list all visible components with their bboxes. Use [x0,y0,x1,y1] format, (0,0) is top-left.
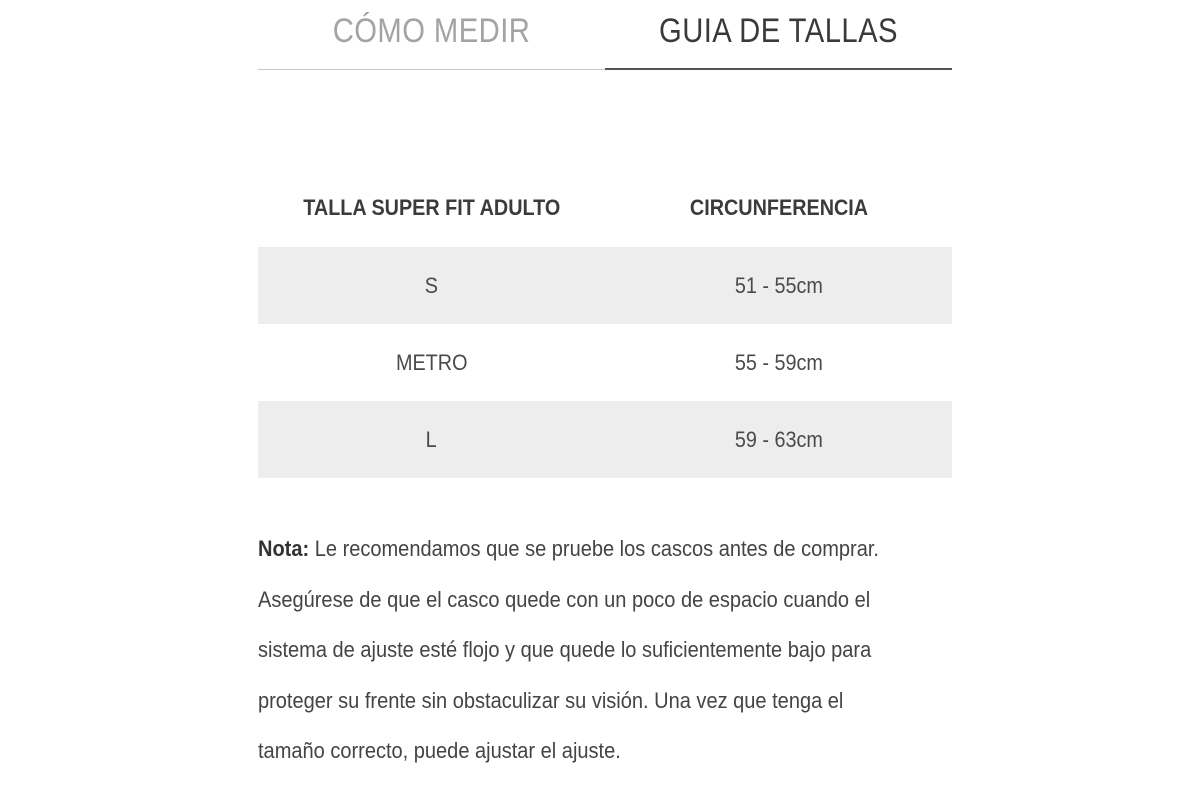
cell-size: L [258,401,605,478]
cell-circumference: 55 - 59cm [734,349,823,375]
note-line: Le recomendamos que se pruebe los cascos antes de comprar. [314,536,879,561]
table-row [258,401,952,478]
cell-size: S [258,247,605,324]
note-line: Asegúrese de que el casco quede con un poco de espacio cuando el [258,586,871,612]
note-label: Nota: [258,536,310,561]
tab-guia-de-tallas-label: GUIA DE TALLAS [659,12,898,50]
note-line: sistema de ajuste esté flojo y que quede lo suficientemente bajo para [258,637,872,662]
table-row [258,324,952,401]
size-guide-panel [258,0,952,777]
tab-bar [258,0,952,70]
tab-como-medir-label: CÓMO MEDIR [332,12,531,50]
cell-size: METRO [395,349,468,375]
note-paragraph [258,524,958,777]
tab-guia-de-tallas[interactable] [605,0,952,70]
cell-circumference: 51 - 55cm [605,247,952,324]
note-line: tamaño correcto, puede ajustar el ajuste. [258,738,621,763]
table-header-row [258,158,952,247]
column-header-size: TALLA SUPER FIT ADULTO [302,194,561,220]
note-line: proteger su frente sin obstaculizar su visión. Una vez que tenga el [258,687,844,713]
column-header-circumference: CIRCUNFERENCIA [689,194,868,220]
size-table [258,158,952,478]
table-row [258,247,952,324]
cell-circumference: 59 - 63cm [605,401,952,478]
tab-como-medir[interactable] [258,0,605,70]
